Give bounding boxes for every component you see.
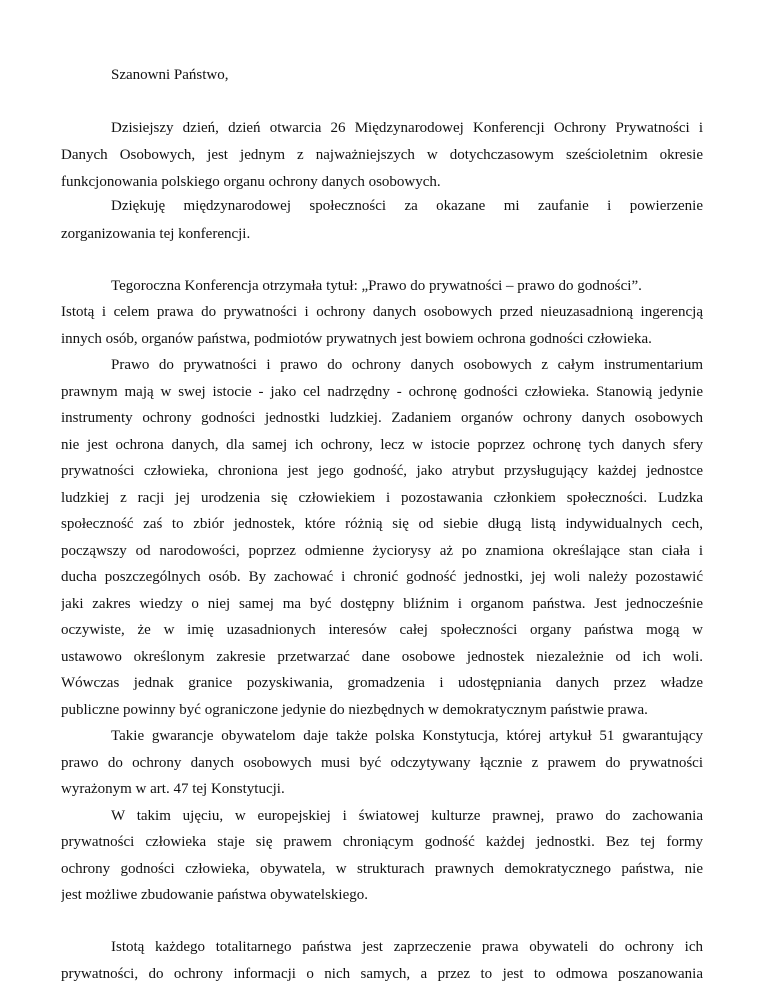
text-line: publiczne powinny być ograniczone jedynie do niezbędnych w demokratycznym państwie prawa. xyxy=(61,702,648,718)
text-line: prywatności człowieka, chroniona jest jego godność, jako atrybut przysługujący każdej jednostce xyxy=(61,463,703,479)
text-line: prawnym mają w swej istocie - jako cel nadrzędny - ochronę godności człowieka. Stanowią jedynie xyxy=(61,384,703,400)
text-line: wyrażonym w art. 47 tej Konstytucji. xyxy=(61,781,285,797)
text-line: prawo do ochrony danych osobowych musi być odczytywany łącznie z prawem do prywatności xyxy=(61,755,703,771)
text-line: począwszy od narodowości, poprzez odmienne życiorysy aż po znamiona określające stan ciała i xyxy=(61,543,703,559)
text-line: ludzkiej z racji jej urodzenia się człowiekiem i pozostawania członkiem społeczności. Ludzka xyxy=(61,490,703,506)
text-line: zorganizowania tej konferencji. xyxy=(61,226,251,242)
text-line: jaki zakres wiedzy o niej samej ma być dostępny bliźnim i organom państwa. Jest jednocześnie xyxy=(61,596,703,612)
text-line: jest możliwe zbudowanie państwa obywatelskiego. xyxy=(61,887,369,903)
text-line: prywatności człowieka staje się prawem chroniącym godność każdej jednostki. Bez tej formy xyxy=(61,834,703,850)
text-line: W takim ujęciu, w europejskiej i światowej kulturze prawnej, prawo do zachowania xyxy=(111,808,703,824)
text-line: Tegoroczna Konferencja otrzymała tytuł: „Prawo do prywatności – prawo do godności”. xyxy=(111,278,642,294)
text-line: Dzisiejszy dzień, dzień otwarcia 26 Międzynarodowej Konferencji Ochrony Prywatności i xyxy=(111,120,703,136)
text-line: Istotą każdego totalitarnego państwa jest zaprzeczenie prawa obywateli do ochrony ich xyxy=(111,939,703,955)
text-line: Wówczas jednak granice pozyskiwania, gromadzenia i udostępniania danych przez władze xyxy=(61,675,703,691)
text-line: Istotą i celem prawa do prywatności i ochrony danych osobowych przed nieuzasadnioną ingerencją xyxy=(61,304,703,320)
text-line: Danych Osobowych, jest jednym z najważniejszych w dotychczasowym sześcioletnim okresie xyxy=(61,147,703,163)
text-line: nie jest ochrona danych, dla samej ich ochrony, lecz w istocie poprzez ochronę tych danych sfery xyxy=(61,437,703,453)
text-line: Takie gwarancje obywatelom daje także polska Konstytucja, której artykuł 51 gwarantujący xyxy=(111,728,703,744)
text-line: Dziękuję międzynarodowej społeczności za okazane mi zaufanie i powierzenie xyxy=(111,198,703,214)
text-line: ochrony godności człowieka, obywatela, w strukturach prawnych demokratycznego państwa, nie xyxy=(61,861,703,877)
text-line: ustawowo określonym zakresie przetwarzać dane osobowe jednostek niezależnie od ich woli. xyxy=(61,649,703,665)
text-line: społeczność zaś to zbiór jednostek, które różnią się od siebie długą listą indywidualnych cech, xyxy=(61,516,703,532)
text-line: instrumenty ochrony godności jednostki ludzkiej. Zadaniem organów ochrony danych osobowych xyxy=(61,410,703,426)
text-line: funkcjonowania polskiego organu ochrony danych osobowych. xyxy=(61,174,441,190)
text-line: ducha poszczególnych osób. By zachować i chronić godność jednostki, jej woli należy pozostawić xyxy=(61,569,703,585)
text-line: prywatności, do ochrony informacji o nich samych, a przez to jest to odmowa poszanowania xyxy=(61,966,703,982)
greeting: Szanowni Państwo, xyxy=(111,67,229,83)
text-line: innych osób, organów państwa, podmiotów prywatnych jest bowiem ochrona godności człowieka. xyxy=(61,331,652,347)
text-line: Prawo do prywatności i prawo do ochrony danych osobowych z całym instrumentarium xyxy=(111,357,703,373)
text-line: oczywiste, że w imię uzasadnionych interesów całej społeczności organy państwa mogą w xyxy=(61,622,703,638)
